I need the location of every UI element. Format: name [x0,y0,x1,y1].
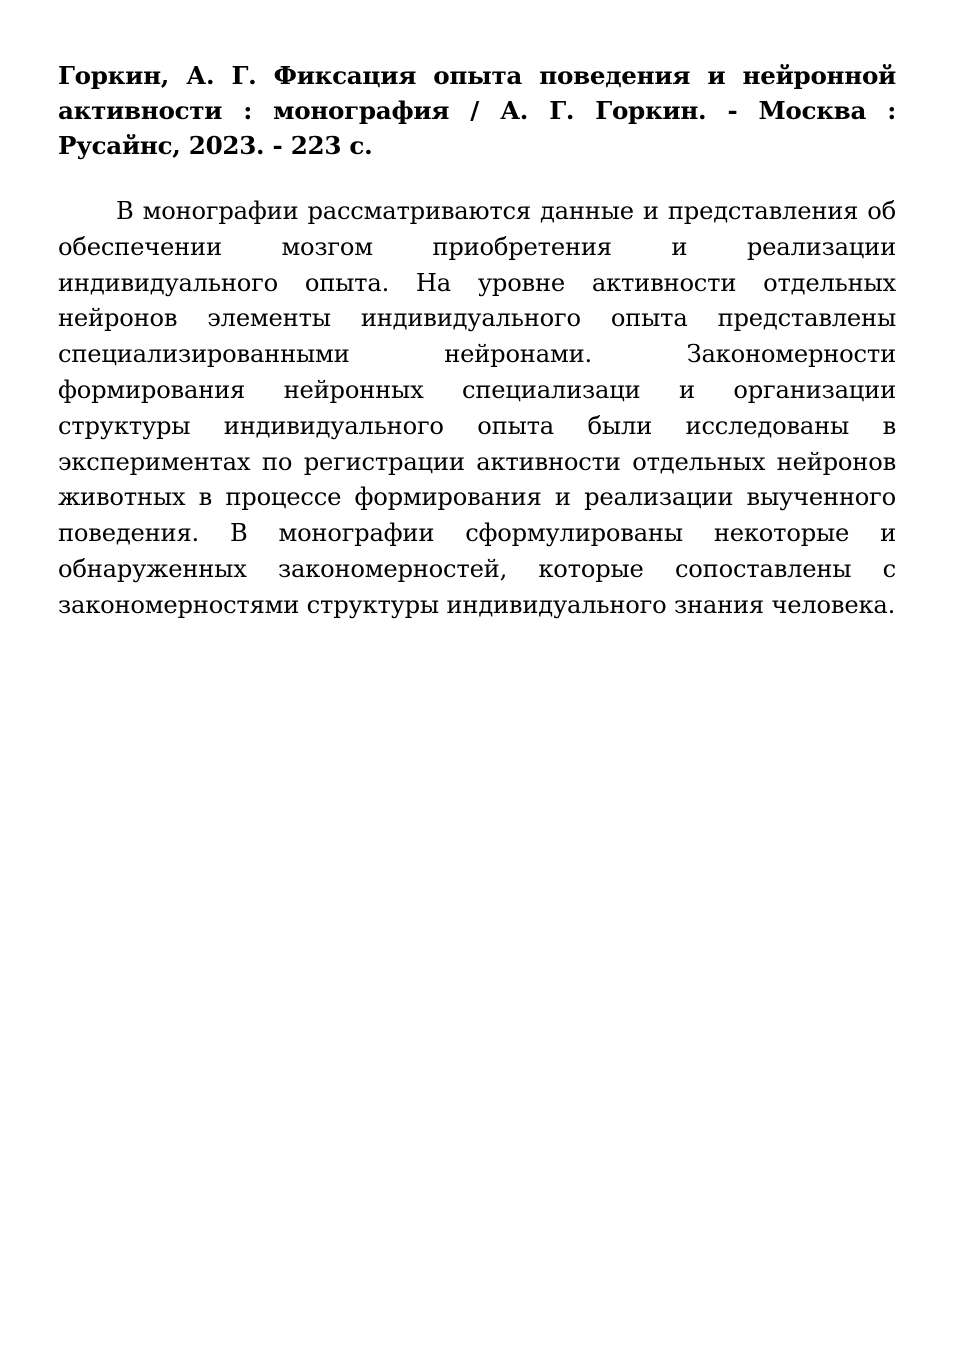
abstract-paragraph: В монографии рассматриваются данные и представления об обеспечении мозгом приобретения и реализации индивидуального опыта. На уровне активности отдельных нейронов элементы индивидуального опыта представлены специализированными нейронами. Закономерности формирования нейронных специализаци и организации структуры индивидуального опыта были исследованы в экспериментах по регистрации активности отдельных нейронов животных в процессе формирования и реализации выученного поведения. В монографии сформулированы некоторые и обнаруженных закономерностей, которые сопоставлены с закономерностями структуры индивидуального знания человека. [58,197,896,619]
bibliographic-citation: Горкин, А. Г. Фиксация опыта поведения и нейронной активности : монография / А. Г. Горкин. - Москва : Русайнс, 2023. - 223 с. [58,61,896,160]
document-page [58,58,896,624]
